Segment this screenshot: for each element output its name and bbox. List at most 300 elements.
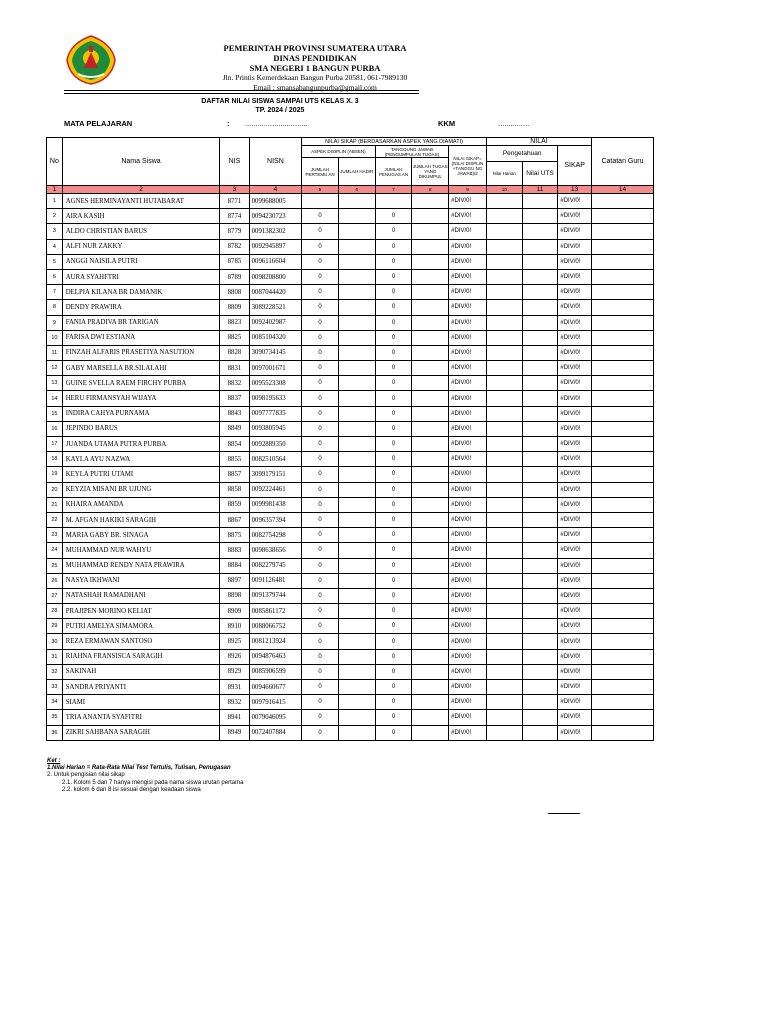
table-row bbox=[47, 315, 654, 330]
jumlah-penugasan-cell: 0 bbox=[375, 543, 412, 558]
jumlah-pertemuan-cell: 0 bbox=[302, 573, 339, 588]
nilai-sikap-cell: #DIV/0! bbox=[449, 543, 487, 558]
jumlah-pertemuan-cell: 0 bbox=[302, 664, 339, 679]
student-name: KEYLA PUTRI UTAMI bbox=[62, 467, 220, 482]
jumlah-penugasan-cell: 0 bbox=[375, 497, 412, 512]
nilai-sikap-cell: #DIV/0! bbox=[449, 725, 487, 740]
column-number: 9 bbox=[449, 186, 487, 194]
nilai-uts-cell bbox=[522, 315, 558, 330]
column-number: 1 bbox=[47, 186, 63, 194]
jumlah-tugas-cell bbox=[412, 209, 449, 224]
grade-table bbox=[46, 137, 654, 741]
note-sikap-kolom-6-8: 2.2. kolom 6 dan 8 isi sesuai dengan keadaan siswa bbox=[62, 786, 201, 793]
nilai-uts-cell bbox=[522, 285, 558, 300]
nilai-sikap-cell: #DIV/0! bbox=[449, 376, 487, 391]
sikap-cell: #DIV/0! bbox=[558, 406, 592, 421]
jumlah-hadir-cell bbox=[338, 209, 375, 224]
jumlah-tugas-cell bbox=[412, 330, 449, 345]
jumlah-tugas-cell bbox=[412, 269, 449, 284]
jumlah-tugas-cell bbox=[412, 224, 449, 239]
catatan-guru-cell bbox=[591, 269, 653, 284]
nilai-uts-cell bbox=[522, 376, 558, 391]
student-nisn: 3099179151 bbox=[249, 467, 302, 482]
table-row bbox=[47, 391, 654, 406]
nilai-uts-cell bbox=[522, 452, 558, 467]
jumlah-hadir-cell bbox=[338, 285, 375, 300]
student-nisn: 0094876463 bbox=[249, 649, 302, 664]
row-number: 29 bbox=[47, 619, 63, 634]
sikap-cell: #DIV/0! bbox=[558, 239, 592, 254]
nilai-sikap-cell: #DIV/0! bbox=[449, 209, 487, 224]
nilai-harian-cell bbox=[486, 543, 522, 558]
row-number: 8 bbox=[47, 300, 63, 315]
signature-line bbox=[548, 813, 580, 814]
jumlah-tugas-cell bbox=[412, 725, 449, 740]
jumlah-pertemuan-cell: 0 bbox=[302, 528, 339, 543]
column-number: 13 bbox=[558, 186, 592, 194]
student-name: HERU FIRMANSYAH WIJAYA bbox=[62, 391, 220, 406]
header-nilai-group: NILAI bbox=[486, 138, 591, 146]
catatan-guru-cell bbox=[591, 254, 653, 269]
student-nisn: 0095523308 bbox=[249, 376, 302, 391]
sikap-cell: #DIV/0! bbox=[558, 269, 592, 284]
row-number: 7 bbox=[47, 285, 63, 300]
note-sikap: 2. Untuk pengisian nilai sikap bbox=[47, 772, 125, 779]
jumlah-tugas-cell bbox=[412, 285, 449, 300]
sikap-cell: #DIV/0! bbox=[558, 528, 592, 543]
table-row bbox=[47, 421, 654, 436]
jumlah-hadir-cell bbox=[338, 452, 375, 467]
header-aspek-disiplin: ASPEK DISIPLIN (ABSEN) bbox=[302, 146, 376, 158]
row-number: 18 bbox=[47, 452, 63, 467]
jumlah-tugas-cell bbox=[412, 376, 449, 391]
nilai-harian-cell bbox=[486, 573, 522, 588]
nilai-sikap-cell: #DIV/0! bbox=[449, 269, 487, 284]
jumlah-penugasan-cell: 0 bbox=[375, 330, 412, 345]
student-nis: 8932 bbox=[220, 695, 249, 710]
student-name: JEPINDO BARUS bbox=[62, 421, 220, 436]
nilai-uts-cell bbox=[522, 604, 558, 619]
nilai-harian-cell bbox=[486, 391, 522, 406]
notes-heading: Ket : bbox=[47, 758, 61, 764]
student-nisn: 0072407884 bbox=[249, 725, 302, 740]
jumlah-pertemuan-cell: 0 bbox=[302, 315, 339, 330]
student-nisn: 0098195633 bbox=[249, 391, 302, 406]
sikap-cell: #DIV/0! bbox=[558, 209, 592, 224]
jumlah-pertemuan-cell: 0 bbox=[302, 695, 339, 710]
jumlah-pertemuan-cell: 0 bbox=[302, 649, 339, 664]
nilai-uts-cell bbox=[522, 406, 558, 421]
jumlah-tugas-cell bbox=[412, 543, 449, 558]
jumlah-penugasan-cell: 0 bbox=[375, 406, 412, 421]
catatan-guru-cell bbox=[591, 376, 653, 391]
student-nisn: 0085906599 bbox=[249, 664, 302, 679]
header-no: No bbox=[47, 138, 63, 186]
nilai-uts-cell bbox=[522, 573, 558, 588]
student-nisn: 0091126481 bbox=[249, 573, 302, 588]
row-number: 6 bbox=[47, 269, 63, 284]
jumlah-pertemuan-cell: 0 bbox=[302, 406, 339, 421]
sikap-cell: #DIV/0! bbox=[558, 664, 592, 679]
jumlah-pertemuan-cell: 0 bbox=[302, 361, 339, 376]
nilai-uts-cell bbox=[522, 680, 558, 695]
nilai-harian-cell bbox=[486, 315, 522, 330]
sikap-cell: #DIV/0! bbox=[558, 376, 592, 391]
nilai-sikap-cell: #DIV/0! bbox=[449, 300, 487, 315]
row-number: 16 bbox=[47, 421, 63, 436]
jumlah-pertemuan-cell: 0 bbox=[302, 512, 339, 527]
student-name: KHAIRA AMANDA bbox=[62, 497, 220, 512]
jumlah-hadir-cell bbox=[338, 361, 375, 376]
row-number: 20 bbox=[47, 482, 63, 497]
student-nis: 8782 bbox=[220, 239, 249, 254]
nilai-harian-cell bbox=[486, 452, 522, 467]
nilai-harian-cell bbox=[486, 269, 522, 284]
nilai-uts-cell bbox=[522, 512, 558, 527]
student-name: INDIRA CAHYA PURNAMA bbox=[62, 406, 220, 421]
catatan-guru-cell bbox=[591, 330, 653, 345]
table-row bbox=[47, 330, 654, 345]
jumlah-tugas-cell bbox=[412, 604, 449, 619]
sikap-cell: #DIV/0! bbox=[558, 573, 592, 588]
nilai-uts-cell bbox=[522, 239, 558, 254]
row-number: 24 bbox=[47, 543, 63, 558]
student-nisn: 0082279745 bbox=[249, 558, 302, 573]
student-name: SIAMI bbox=[62, 695, 220, 710]
jumlah-penugasan-cell: 0 bbox=[375, 528, 412, 543]
nilai-harian-cell bbox=[486, 634, 522, 649]
nilai-sikap-cell: #DIV/0! bbox=[449, 573, 487, 588]
nilai-sikap-cell: #DIV/0! bbox=[449, 315, 487, 330]
table-row bbox=[47, 254, 654, 269]
catatan-guru-cell bbox=[591, 239, 653, 254]
jumlah-pertemuan-cell: 0 bbox=[302, 239, 339, 254]
student-name: AIRA KASIH bbox=[62, 209, 220, 224]
jumlah-penugasan-cell: 0 bbox=[375, 437, 412, 452]
sikap-cell: #DIV/0! bbox=[558, 224, 592, 239]
column-number-row bbox=[47, 186, 654, 194]
sikap-cell: #DIV/0! bbox=[558, 315, 592, 330]
jumlah-tugas-cell bbox=[412, 695, 449, 710]
student-nis: 8925 bbox=[220, 634, 249, 649]
jumlah-pertemuan-cell: 0 bbox=[302, 391, 339, 406]
student-nis: 8909 bbox=[220, 604, 249, 619]
nilai-uts-cell bbox=[522, 437, 558, 452]
jumlah-penugasan-cell: 0 bbox=[375, 467, 412, 482]
row-number: 17 bbox=[47, 437, 63, 452]
student-nis: 8941 bbox=[220, 710, 249, 725]
nilai-sikap-cell: #DIV/0! bbox=[449, 649, 487, 664]
jumlah-pertemuan-cell: 0 bbox=[302, 224, 339, 239]
sikap-cell: #DIV/0! bbox=[558, 710, 592, 725]
student-name: JUANDA UTAMA PUTRA PURBA bbox=[62, 437, 220, 452]
jumlah-tugas-cell bbox=[412, 634, 449, 649]
nilai-sikap-cell: #DIV/0! bbox=[449, 391, 487, 406]
table-row bbox=[47, 269, 654, 284]
sikap-cell: #DIV/0! bbox=[558, 558, 592, 573]
column-number: 11 bbox=[522, 186, 558, 194]
table-row bbox=[47, 239, 654, 254]
jumlah-pertemuan-cell: 0 bbox=[302, 497, 339, 512]
jumlah-hadir-cell bbox=[338, 725, 375, 740]
jumlah-hadir-cell bbox=[338, 649, 375, 664]
nilai-harian-cell bbox=[486, 345, 522, 360]
student-name: ALDO CHRISTIAN BARUS bbox=[62, 224, 220, 239]
jumlah-pertemuan-cell: 0 bbox=[302, 285, 339, 300]
catatan-guru-cell bbox=[591, 452, 653, 467]
catatan-guru-cell bbox=[591, 437, 653, 452]
row-number: 5 bbox=[47, 254, 63, 269]
table-row bbox=[47, 467, 654, 482]
header-nisn: NISN bbox=[249, 138, 302, 186]
nilai-uts-cell bbox=[522, 497, 558, 512]
nilai-sikap-cell: #DIV/0! bbox=[449, 224, 487, 239]
jumlah-hadir-cell bbox=[338, 528, 375, 543]
nilai-harian-cell bbox=[486, 376, 522, 391]
letterhead-province: PEMERINTAH PROVINSI SUMATERA UTARA bbox=[223, 43, 407, 53]
row-number: 22 bbox=[47, 512, 63, 527]
nilai-harian-cell bbox=[486, 497, 522, 512]
nilai-uts-cell bbox=[522, 345, 558, 360]
jumlah-penugasan-cell: 0 bbox=[375, 588, 412, 603]
jumlah-tugas-cell bbox=[412, 512, 449, 527]
student-nisn: 0079046095 bbox=[249, 710, 302, 725]
table-row bbox=[47, 619, 654, 634]
kkm-value: ............... bbox=[498, 119, 530, 128]
jumlah-tugas-cell bbox=[412, 300, 449, 315]
student-name: NATASHAH RAMADHANI bbox=[62, 588, 220, 603]
nilai-uts-cell bbox=[522, 588, 558, 603]
catatan-guru-cell bbox=[591, 573, 653, 588]
catatan-guru-cell bbox=[591, 467, 653, 482]
student-name: ZIKRI SAHBANA SARAGIH bbox=[62, 725, 220, 740]
sikap-cell: #DIV/0! bbox=[558, 482, 592, 497]
jumlah-hadir-cell bbox=[338, 391, 375, 406]
table-row bbox=[47, 528, 654, 543]
jumlah-penugasan-cell: 0 bbox=[375, 209, 412, 224]
row-number: 35 bbox=[47, 710, 63, 725]
student-nisn: 0088066752 bbox=[249, 619, 302, 634]
table-row bbox=[47, 634, 654, 649]
student-nis: 8929 bbox=[220, 664, 249, 679]
column-number: 3 bbox=[220, 186, 249, 194]
student-nis: 8823 bbox=[220, 315, 249, 330]
nilai-harian-cell bbox=[486, 664, 522, 679]
sikap-cell: #DIV/0! bbox=[558, 285, 592, 300]
nilai-sikap-cell: #DIV/0! bbox=[449, 512, 487, 527]
catatan-guru-cell bbox=[591, 664, 653, 679]
row-number: 1 bbox=[47, 194, 63, 209]
student-name: GUINE SVELLA RAEM FIRCHY PURBA bbox=[62, 376, 220, 391]
nilai-sikap-cell: #DIV/0! bbox=[449, 664, 487, 679]
student-name: KEYZIA MISANI BR UJUNG bbox=[62, 482, 220, 497]
student-nisn: 0085861172 bbox=[249, 604, 302, 619]
header-nis: NIS bbox=[220, 138, 249, 186]
student-nis: 8910 bbox=[220, 619, 249, 634]
nilai-sikap-cell: #DIV/0! bbox=[449, 361, 487, 376]
student-name: DELPIA KILANA BR DAMANIK bbox=[62, 285, 220, 300]
catatan-guru-cell bbox=[591, 649, 653, 664]
jumlah-pertemuan-cell: 0 bbox=[302, 604, 339, 619]
nilai-uts-cell bbox=[522, 528, 558, 543]
table-body bbox=[47, 194, 654, 741]
student-nis: 8832 bbox=[220, 376, 249, 391]
jumlah-hadir-cell bbox=[338, 558, 375, 573]
student-nis: 8897 bbox=[220, 573, 249, 588]
letterhead-divider-thick bbox=[64, 90, 419, 91]
table-row bbox=[47, 543, 654, 558]
jumlah-tugas-cell bbox=[412, 649, 449, 664]
row-number: 28 bbox=[47, 604, 63, 619]
catatan-guru-cell bbox=[591, 406, 653, 421]
jumlah-tugas-cell bbox=[412, 254, 449, 269]
nilai-sikap-cell: #DIV/0! bbox=[449, 437, 487, 452]
student-nis: 8859 bbox=[220, 497, 249, 512]
jumlah-penugasan-cell: 0 bbox=[375, 482, 412, 497]
letterhead-school: SMA NEGERI 1 BANGUN PURBA bbox=[249, 63, 381, 73]
jumlah-pertemuan-cell: 0 bbox=[302, 619, 339, 634]
column-number: 4 bbox=[249, 186, 302, 194]
student-name: FARISA DWI ESTIANA bbox=[62, 330, 220, 345]
nilai-harian-cell bbox=[486, 588, 522, 603]
header-jumlah-tugas: JUMLAH TUGAS YANG DIKUMPUL bbox=[412, 158, 449, 186]
sikap-cell: #DIV/0! bbox=[558, 695, 592, 710]
column-number: 7 bbox=[375, 186, 412, 194]
table-row bbox=[47, 588, 654, 603]
nilai-sikap-cell: #DIV/0! bbox=[449, 421, 487, 436]
student-name: M. AFGAN HAKIKI SARAGIH bbox=[62, 512, 220, 527]
jumlah-tugas-cell bbox=[412, 497, 449, 512]
jumlah-penugasan-cell: 0 bbox=[375, 725, 412, 740]
sikap-cell: #DIV/0! bbox=[558, 254, 592, 269]
jumlah-hadir-cell bbox=[338, 437, 375, 452]
jumlah-pertemuan-cell: 0 bbox=[302, 300, 339, 315]
jumlah-pertemuan-cell: 0 bbox=[302, 588, 339, 603]
jumlah-tugas-cell bbox=[412, 467, 449, 482]
jumlah-tugas-cell bbox=[412, 588, 449, 603]
row-number: 21 bbox=[47, 497, 63, 512]
jumlah-penugasan-cell: 0 bbox=[375, 421, 412, 436]
student-nis: 8854 bbox=[220, 437, 249, 452]
jumlah-pertemuan-cell bbox=[302, 194, 339, 209]
jumlah-penugasan-cell: 0 bbox=[375, 710, 412, 725]
jumlah-hadir-cell bbox=[338, 224, 375, 239]
catatan-guru-cell bbox=[591, 543, 653, 558]
catatan-guru-cell bbox=[591, 482, 653, 497]
row-number: 26 bbox=[47, 573, 63, 588]
sikap-cell: #DIV/0! bbox=[558, 391, 592, 406]
table-row bbox=[47, 725, 654, 740]
student-nisn: 0092945897 bbox=[249, 239, 302, 254]
row-number: 36 bbox=[47, 725, 63, 740]
table-row bbox=[47, 512, 654, 527]
student-name: PRAJIPEN MORINO KELIAT bbox=[62, 604, 220, 619]
nilai-sikap-cell: #DIV/0! bbox=[449, 695, 487, 710]
catatan-guru-cell bbox=[591, 194, 653, 209]
table-row bbox=[47, 361, 654, 376]
nilai-uts-cell bbox=[522, 330, 558, 345]
student-nisn: 0097001671 bbox=[249, 361, 302, 376]
header-sikap-group: NILAI SIKAP (BERDASARKAN ASPEK YANG DIAMATI) bbox=[302, 138, 487, 146]
sikap-cell: #DIV/0! bbox=[558, 345, 592, 360]
student-nis: 8858 bbox=[220, 482, 249, 497]
catatan-guru-cell bbox=[591, 604, 653, 619]
nilai-sikap-cell: #DIV/0! bbox=[449, 285, 487, 300]
subject-label: MATA PELAJARAN bbox=[64, 119, 133, 128]
jumlah-hadir-cell bbox=[338, 194, 375, 209]
nilai-harian-cell bbox=[486, 467, 522, 482]
jumlah-pertemuan-cell: 0 bbox=[302, 710, 339, 725]
nilai-sikap-cell: #DIV/0! bbox=[449, 406, 487, 421]
catatan-guru-cell bbox=[591, 361, 653, 376]
nilai-harian-cell bbox=[486, 482, 522, 497]
jumlah-hadir-cell bbox=[338, 315, 375, 330]
row-number: 25 bbox=[47, 558, 63, 573]
column-number: 10 bbox=[486, 186, 522, 194]
nilai-harian-cell bbox=[486, 224, 522, 239]
row-number: 27 bbox=[47, 588, 63, 603]
nilai-sikap-cell: #DIV/0! bbox=[449, 345, 487, 360]
jumlah-hadir-cell bbox=[338, 695, 375, 710]
nilai-sikap-cell: #DIV/0! bbox=[449, 482, 487, 497]
header-jumlah-penugasan: JUMLAH PENUGAS AN bbox=[375, 158, 412, 186]
jumlah-hadir-cell bbox=[338, 604, 375, 619]
sikap-cell: #DIV/0! bbox=[558, 619, 592, 634]
jumlah-penugasan-cell: 0 bbox=[375, 604, 412, 619]
jumlah-hadir-cell bbox=[338, 543, 375, 558]
table-row bbox=[47, 664, 654, 679]
nilai-uts-cell bbox=[522, 695, 558, 710]
nilai-sikap-cell: #DIV/0! bbox=[449, 239, 487, 254]
nilai-uts-cell bbox=[522, 300, 558, 315]
jumlah-pertemuan-cell: 0 bbox=[302, 345, 339, 360]
jumlah-penugasan-cell: 0 bbox=[375, 619, 412, 634]
jumlah-penugasan-cell: 0 bbox=[375, 300, 412, 315]
jumlah-tugas-cell bbox=[412, 452, 449, 467]
nilai-uts-cell bbox=[522, 391, 558, 406]
row-number: 11 bbox=[47, 345, 63, 360]
sikap-cell: #DIV/0! bbox=[558, 194, 592, 209]
student-nis: 8898 bbox=[220, 588, 249, 603]
catatan-guru-cell bbox=[591, 695, 653, 710]
nilai-sikap-cell: #DIV/0! bbox=[449, 710, 487, 725]
jumlah-hadir-cell bbox=[338, 376, 375, 391]
nilai-sikap-cell: #DIV/0! bbox=[449, 619, 487, 634]
footnotes bbox=[47, 758, 243, 794]
student-name: AGNES HERMINAYANTI HUTABARAT bbox=[62, 194, 220, 209]
catatan-guru-cell bbox=[591, 315, 653, 330]
row-number: 9 bbox=[47, 315, 63, 330]
nilai-uts-cell bbox=[522, 467, 558, 482]
student-name: MUHAMMAD NUR WAHYU bbox=[62, 543, 220, 558]
student-nisn: 0092402987 bbox=[249, 315, 302, 330]
sikap-cell: #DIV/0! bbox=[558, 680, 592, 695]
row-number: 14 bbox=[47, 391, 63, 406]
nilai-uts-cell bbox=[522, 421, 558, 436]
table-row bbox=[47, 376, 654, 391]
sikap-cell: #DIV/0! bbox=[558, 300, 592, 315]
row-number: 15 bbox=[47, 406, 63, 421]
jumlah-hadir-cell bbox=[338, 588, 375, 603]
nilai-harian-cell bbox=[486, 695, 522, 710]
nilai-harian-cell bbox=[486, 285, 522, 300]
catatan-guru-cell bbox=[591, 680, 653, 695]
table-row bbox=[47, 406, 654, 421]
header-pengetahuan: Pengetahuan bbox=[486, 146, 557, 162]
table-row bbox=[47, 604, 654, 619]
jumlah-tugas-cell bbox=[412, 406, 449, 421]
student-nis: 8926 bbox=[220, 649, 249, 664]
